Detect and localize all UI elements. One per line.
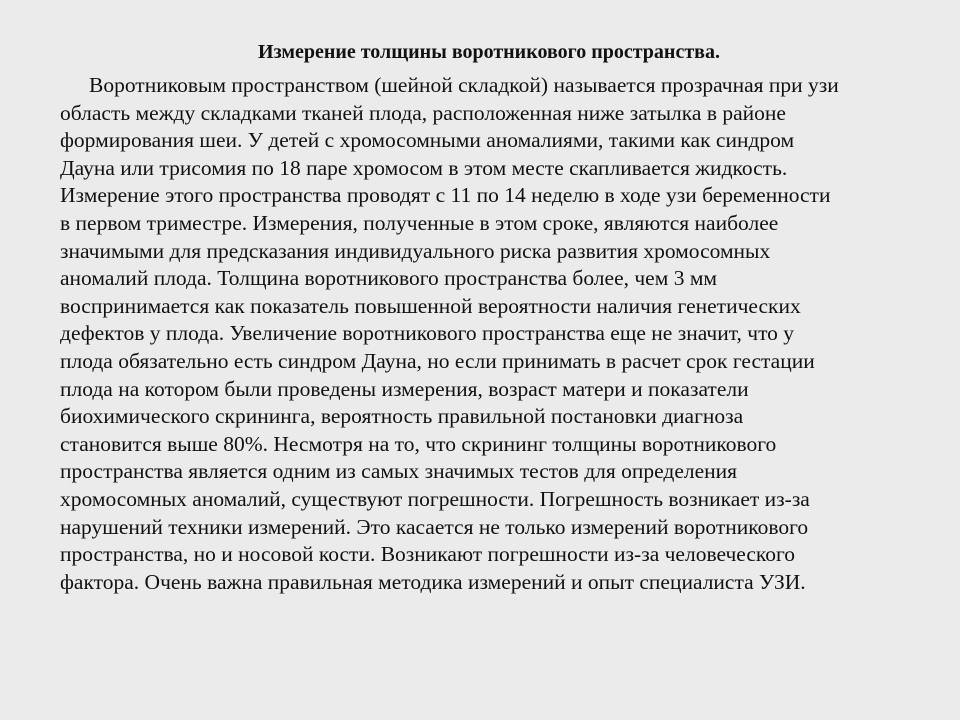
body-paragraph xyxy=(60,72,920,596)
paragraph-line: плода на котором были проведены измерения, возраст матери и показатели xyxy=(60,376,749,401)
paragraph-line: аномалий плода. Толщина воротникового пространства более, чем 3 мм xyxy=(60,266,718,291)
paragraph-line: биохимического скрининга, вероятность правильной постановки диагноза xyxy=(60,404,744,429)
paragraph-line: пространства является одним из самых значимых тестов для определения xyxy=(60,459,738,484)
paragraph-line: становится выше 80%. Несмотря на то, что скрининг толщины воротникового xyxy=(60,431,777,456)
paragraph-line: хромосомных аномалий, существуют погрешности. Погрешность возникает из-за xyxy=(60,486,810,511)
paragraph-line: значимыми для предсказания индивидуального риска развития хромосомных xyxy=(60,238,771,263)
paragraph-line: дефектов у плода. Увеличение воротникового пространства еще не значит, что у xyxy=(60,321,795,346)
paragraph-line: нарушений техники измерений. Это касается не только измерений воротникового xyxy=(60,514,809,539)
paragraph-line: Воротниковым пространством (шейной складкой) называется прозрачная при узи xyxy=(89,73,839,97)
paragraph-line: в первом триместре. Измерения, полученные в этом сроке, являются наиболее xyxy=(60,210,779,235)
paragraph-line: область между складками тканей плода, расположенная ниже затылка в районе xyxy=(60,100,786,125)
slide-title: Измерение толщины воротникового пространства. xyxy=(258,41,720,63)
paragraph-line: фактора. Очень важна правильная методика измерений и опыт специалиста УЗИ. xyxy=(60,569,806,594)
paragraph-line: воспринимается как показатель повышенной вероятности наличия генетических xyxy=(60,293,801,318)
paragraph-line: Измерение этого пространства проводят с 11 по 14 неделю в ходе узи беременности xyxy=(60,183,831,208)
paragraph-line: пространства, но и носовой кости. Возникают погрешности из-за человеческого xyxy=(60,542,796,567)
paragraph-line: плода обязательно есть синдром Дауна, но если принимать в расчет срок гестации xyxy=(60,348,815,373)
paragraph-line: формирования шеи. У детей с хромосомными аномалиями, такими как синдром xyxy=(60,128,795,153)
paragraph-line: Дауна или трисомия по 18 паре хромосом в этом месте скапливается жидкость. xyxy=(60,155,788,180)
